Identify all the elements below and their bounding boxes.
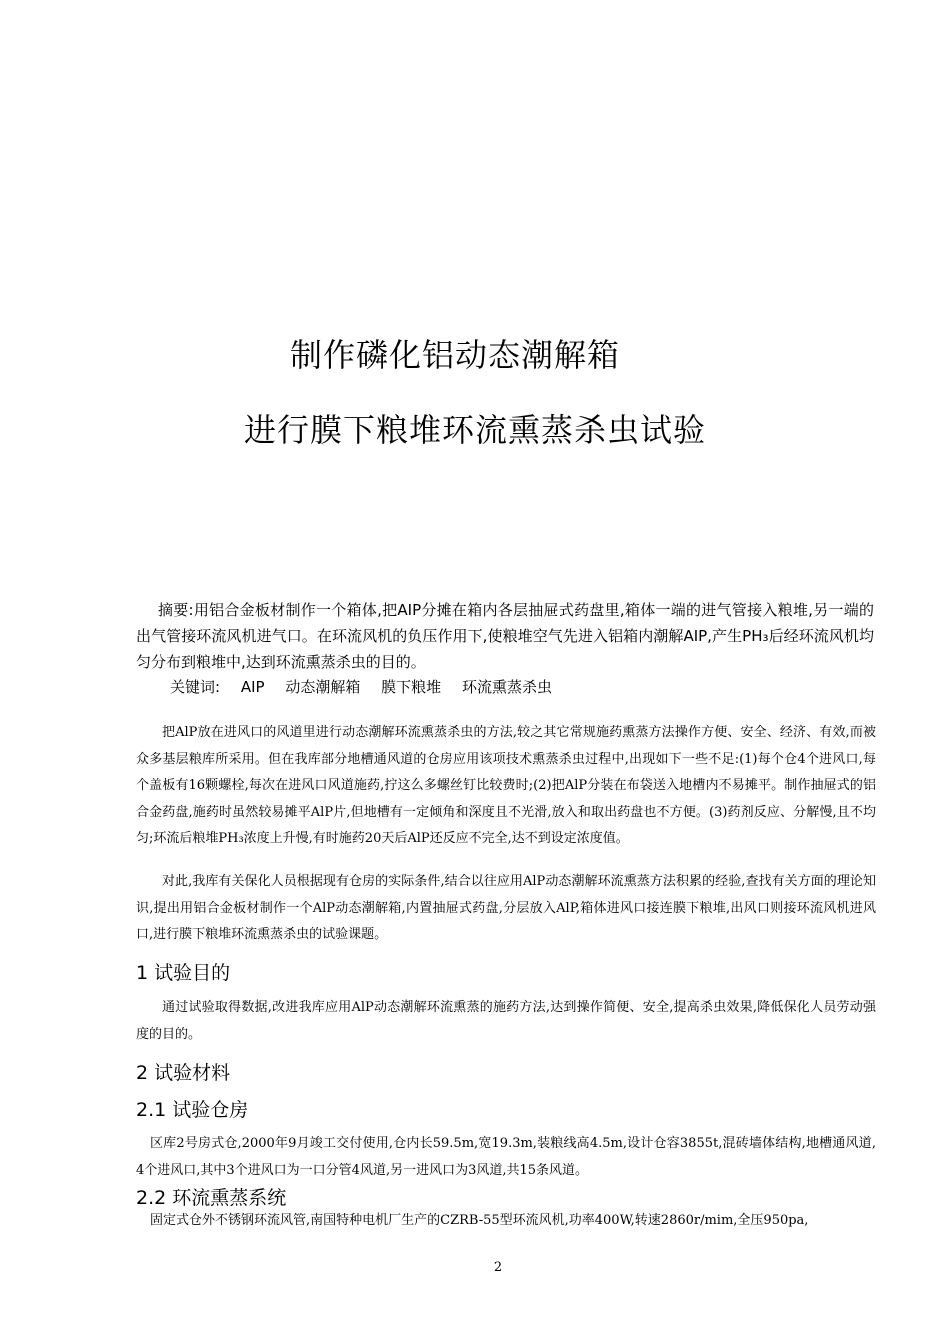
keyword: AIP	[240, 678, 265, 696]
section-2-2-text: 固定式仓外不锈钢环流风管,南国特种电机厂生产的CZRB-55型环流风机,功率400W,转速2860r/mim,全压950pa,	[150, 1213, 809, 1228]
abstract-text: 摘要:用铝合金板材制作一个箱体,把AIP分摊在箱内各层抽屉式药盘里,箱体一端的进气管接入粮堆,另一端的出气管接环流风机进气口。在环流风机的负压作用下,使粮堆空气先进入铝箱内潮解AIP,产生PH₃后经环流风机均匀分布到粮堆中,达到环流熏蒸杀虫的目的。	[136, 601, 874, 671]
section-heading-2-1: 2.1 试验仓房	[136, 1099, 249, 1121]
keywords	[170, 676, 568, 697]
section-heading-2: 2 试验材料	[136, 1062, 231, 1084]
section-1-body	[136, 995, 876, 1048]
page-number: 2	[493, 1260, 503, 1275]
keywords-label: 关键词:	[170, 678, 221, 696]
intro-paragraph-2	[136, 869, 876, 949]
section-1-text: 通过试验取得数据,改进我库应用AlP动态潮解环流熏蒸的施药方法,达到操作简便、安全,提高杀虫效果,降低保化人员劳动强度的目的。	[136, 1000, 876, 1042]
keyword: 环流熏蒸杀虫	[461, 678, 552, 696]
section-2-1-body	[136, 1131, 876, 1184]
title-line-2: 进行膜下粮堆环流熏蒸杀虫试验	[243, 411, 706, 449]
section-heading-2-2: 2.2 环流熏蒸系统	[136, 1187, 287, 1209]
section-2-1-text: 区库2号房式仓,2000年9月竣工交付使用,仓内长59.5m,宽19.3m,装粮线高4.5m,设计仓容3855t,混砖墙体结构,地槽通风道, 4个进风口,其中3个进风口为一口分管4风道,另一进风口为3风道,共15条风道。	[136, 1136, 876, 1178]
keyword: 膜下粮堆	[381, 678, 442, 696]
intro-text-2: 对此,我库有关保化人员根据现有仓房的实际条件,结合以往应用AlP动态潮解环流熏蒸方法积累的经验,查找有关方面的理论知识,提出用铝合金板材制作一个AlP动态潮解箱,内置抽屉式药盘,分层放入AlP,箱体进风口接连膜下粮堆,出风口则接环流风机进风口,进行膜下粮堆环流熏蒸杀虫的试验课题。	[136, 874, 876, 942]
section-heading-1: 1 试验目的	[136, 962, 231, 984]
abstract	[136, 597, 874, 675]
intro-paragraph-1	[136, 720, 876, 853]
keyword: 动态潮解箱	[285, 678, 361, 696]
section-2-2-body	[136, 1208, 876, 1235]
title-line-1: 制作磷化铝动态潮解箱	[289, 336, 620, 374]
intro-text-1: 把AlP放在进风口的风道里进行动态潮解环流熏蒸杀虫的方法,较之其它常规施药熏蒸方法操作方便、安全、经济、有效,而被众多基层粮库所采用。但在我库部分地槽通风道的仓房应用该项技术熏蒸杀虫过程中,出现如下一些不足:(1)每个仓4个进风口,每个盖板有16颗螺栓,每次在进风口风道施药,拧这么多螺丝钉比较费时;(2)把AlP分装在布袋送入地槽内不易摊平。制作抽屉式的铝合金药盘,施药时虽然较易摊平AlP片,但地槽有一定倾角和深度且不光滑,放入和取出药盘也不方便。(3)药剂反应、分解慢,且不均匀;环流后粮堆PH₃浓度上升慢,有时施药20天后AlP还反应不完全,达不到设定浓度值。	[136, 725, 876, 846]
